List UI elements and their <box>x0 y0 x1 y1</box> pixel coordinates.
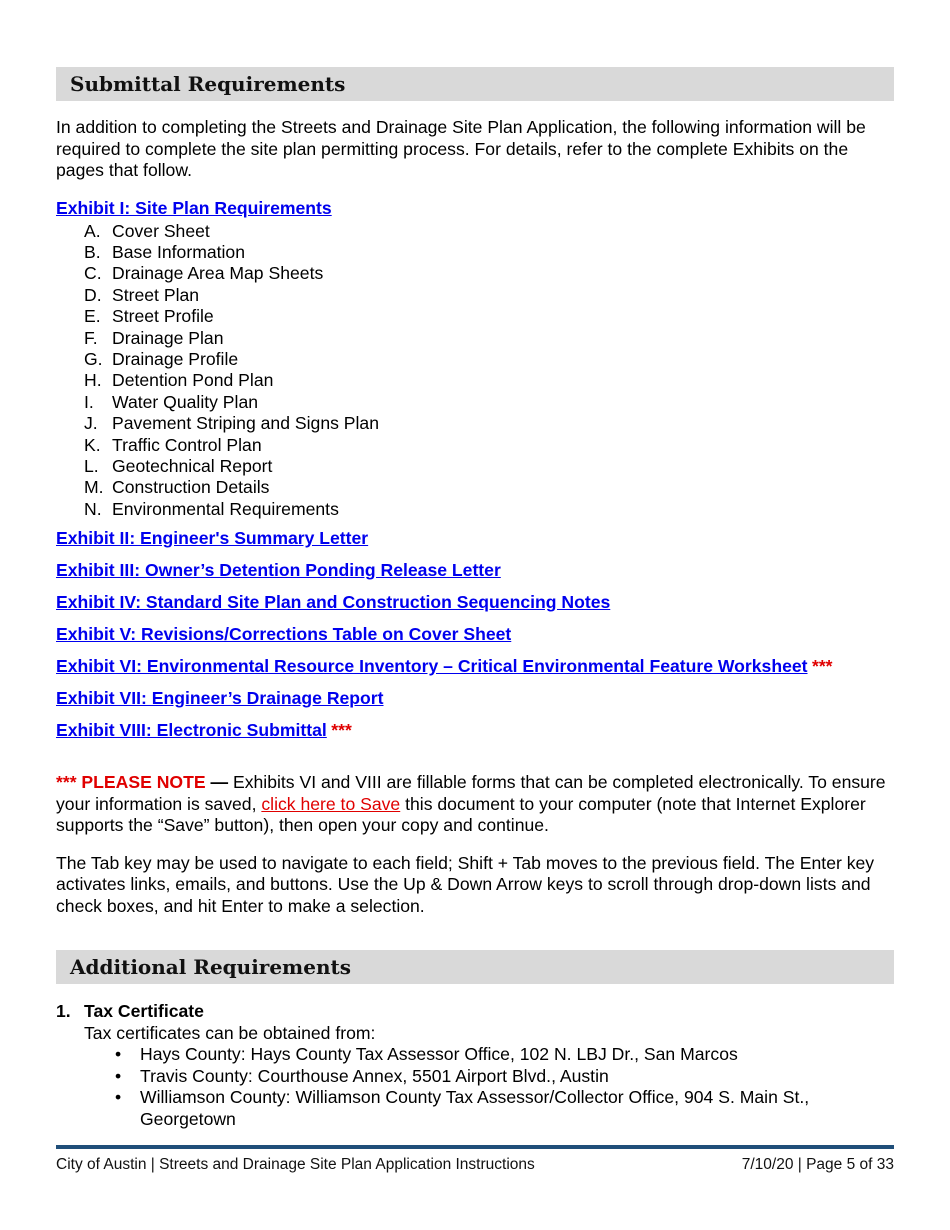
list-item: • Williamson County: Williamson County Tax Assessor/Collector Office, 904 S. Main St., Georgetown <box>112 1087 894 1130</box>
exhibit-1-link[interactable]: Exhibit I: Site Plan Requirements <box>56 197 332 218</box>
intro-paragraph: In addition to completing the Streets and Drainage Site Plan Application, the following information will be required to complete the site plan permitting process. For details, refer to the complete Exhibits on the pages that follow. <box>56 117 866 180</box>
note-text-after: this document to your computer (note that Internet Explorer supports the “Save” button), then open your copy and continue. <box>56 793 866 836</box>
exhibit-7-link[interactable]: Exhibit VII: Engineer’s Drainage Report <box>56 687 384 708</box>
requirement-title <box>56 1001 894 1023</box>
list-item: A. Cover Sheet <box>84 220 210 241</box>
list-item: • Travis County: Courthouse Annex, 5501 Airport Blvd., Austin <box>112 1066 894 1088</box>
footer-divider <box>56 1145 894 1149</box>
list-item: M. Construction Details <box>84 477 270 498</box>
exhibit-links-group <box>56 528 894 742</box>
bullet-icon: • <box>115 1065 122 1086</box>
exhibit-3-row <box>56 560 894 583</box>
requirement-name: Tax Certificate <box>84 1001 204 1022</box>
save-document-link[interactable]: click here to Save <box>261 793 401 814</box>
list-item: J. Pavement Striping and Signs Plan <box>84 413 379 434</box>
list-item: N. Environmental Requirements <box>84 498 339 519</box>
list-item: C. Drainage Area Map Sheets <box>84 263 324 284</box>
requirement-description: Tax certificates can be obtained from: <box>84 1022 376 1043</box>
exhibit-5-link[interactable]: Exhibit V: Revisions/Corrections Table on Cover Sheet <box>56 623 512 644</box>
list-item: I. Water Quality Plan <box>84 391 259 412</box>
exhibit-4-row <box>56 592 894 615</box>
exhibit-3-link[interactable]: Exhibit III: Owner’s Detention Ponding Release Letter <box>56 560 501 581</box>
footer-document-title: City of Austin | Streets and Drainage Site Plan Application Instructions <box>56 1156 535 1173</box>
exhibit-2-link[interactable]: Exhibit II: Engineer's Summary Letter <box>56 528 369 549</box>
list-item: • Hays County: Hays County Tax Assessor Office, 102 N. LBJ Dr., San Marcos <box>112 1044 894 1066</box>
document-page <box>56 67 894 1130</box>
exhibit-2-row <box>56 528 894 551</box>
section-header-submittal <box>56 67 894 101</box>
list-item: F. Drainage Plan <box>84 327 224 348</box>
exhibit-1-block <box>56 197 894 221</box>
exhibit-4-link[interactable]: Exhibit IV: Standard Site Plan and Construction Sequencing Notes <box>56 591 611 612</box>
site-plan-requirements-list <box>56 221 894 521</box>
list-item: G. Drainage Profile <box>84 348 239 369</box>
please-note-label: *** PLEASE NOTE <box>56 772 206 793</box>
fillable-marker: *** <box>331 719 352 740</box>
section-header-additional <box>56 950 894 984</box>
section-title-submittal: Submittal Requirements <box>70 72 346 96</box>
list-item: B. Base Information <box>84 241 246 262</box>
footer-date-page: 7/10/20 | Page 5 of 33 <box>741 1156 894 1173</box>
bullet-icon: • <box>115 1087 122 1108</box>
list-item: D. Street Plan <box>84 284 200 305</box>
keyboard-navigation-paragraph: The Tab key may be used to navigate to each field; Shift + Tab moves to the previous field. The Enter key activates links, emails, and buttons. Use the Up & Down Arrow keys to scroll through drop-down lists and check boxes, and hit Enter to make a selection. <box>56 852 875 916</box>
exhibit-8-link[interactable]: Exhibit VIII: Electronic Submittal <box>56 719 327 740</box>
list-item: H. Detention Pond Plan <box>84 370 274 391</box>
fillable-marker: *** <box>811 655 833 676</box>
tax-office-list <box>56 1044 894 1130</box>
please-note-paragraph <box>56 772 894 837</box>
list-item: L. Geotechnical Report <box>84 455 273 476</box>
exhibit-5-row <box>56 624 894 647</box>
section-title-additional: Additional Requirements <box>70 955 351 980</box>
bullet-icon: • <box>115 1044 122 1065</box>
exhibit-7-row <box>56 688 894 711</box>
exhibit-6-link[interactable]: Exhibit VI: Environmental Resource Inventory – Critical Environmental Feature Worksheet <box>56 655 808 676</box>
list-item: K. Traffic Control Plan <box>84 434 262 455</box>
exhibit-6-row <box>56 656 894 679</box>
additional-requirements-list <box>56 1001 894 1130</box>
list-item: E. Street Profile <box>84 306 214 327</box>
exhibit-8-row <box>56 720 894 743</box>
requirement-number: 1. <box>56 1001 71 1022</box>
note-text-before: Exhibits VI and VIII are fillable forms that can be completed electronically. To ensure your information is saved, <box>56 772 886 814</box>
note-dash: — <box>210 772 229 793</box>
page-footer <box>56 1155 894 1175</box>
